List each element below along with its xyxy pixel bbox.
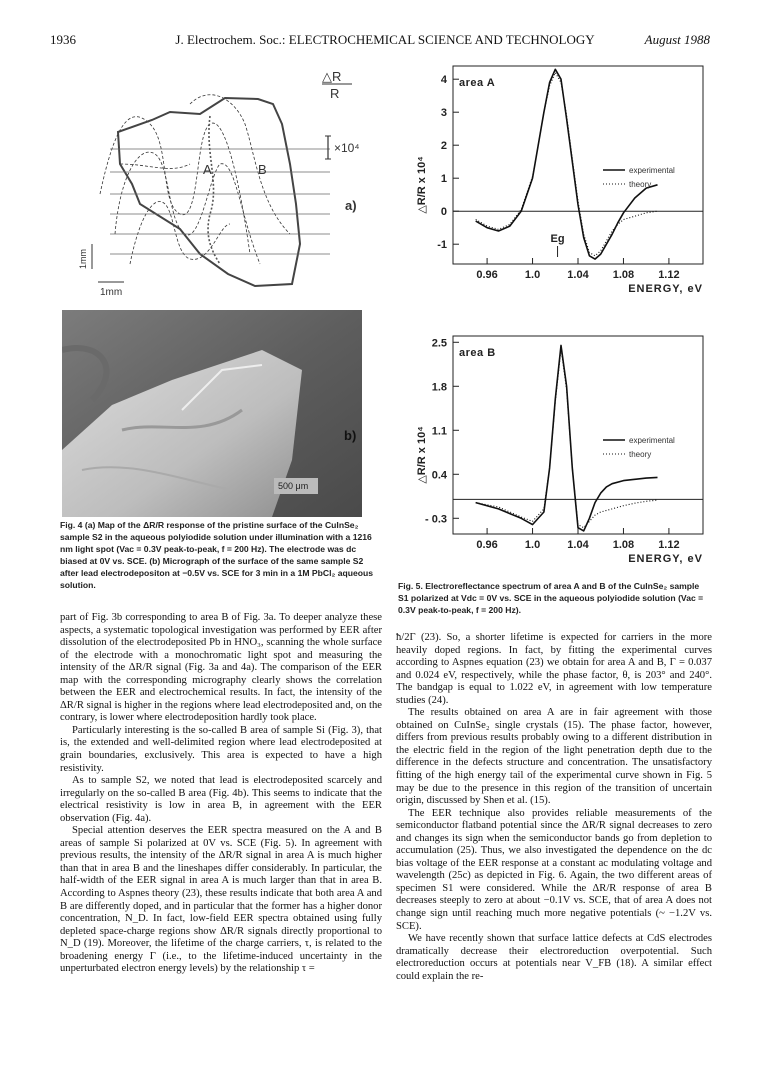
fig5-caption: Fig. 5. Electroreflectance spectrum of area A and B of the CuInSe₂ sample S1 polarized at Vdc = 0V vs. SCE in the aqueous polyiodide solution (Vac = 0.3V peak-to-peak, f = 200 Hz). — [398, 581, 704, 615]
legend-label-experimental: experimental — [629, 166, 675, 175]
chart-title: area B — [459, 347, 496, 359]
sample-outline — [118, 98, 300, 286]
paragraph: We have recently shown that surface lattice defects at CdS electrodes dramatically decrease their electroreduction overpotential. Such electroreduction occurs at potentials near V_FB (18). A similar effect could explain the re- — [396, 933, 712, 982]
paragraph: The results obtained on area A are in fair agreement with those obtained on CuInSe₂ single crystals (15). The phase factor, however, differs from previous results probably owing to a different distribution in the electric field in the region of the light penetration depth due to the difference in the defects structure and concentration. The unsatisfactory fitting of the high energy tail of the experimental curve shown in Fig. 5 may be due to the presence in this region of the transition of uncertain origin, discussed by Shen et al. (15). — [396, 707, 712, 807]
vertical-scale-label: 1mm — [78, 249, 88, 269]
legend-label-theory: theory — [629, 180, 652, 189]
area-b-label: B — [258, 162, 267, 177]
panel-label-a: a) — [345, 198, 357, 213]
y-tick-label: 4 — [440, 74, 447, 87]
page-number: 1936 — [50, 32, 76, 47]
fig4b-micrograph — [62, 310, 362, 517]
issue-date: August 1988 — [644, 32, 710, 47]
panel-label-b: b) — [344, 428, 357, 443]
x-axis-label: ENERGY, eV — [628, 553, 703, 565]
y-tick-label: 1.8 — [431, 381, 447, 394]
delta-r-label: △R — [322, 69, 342, 84]
paragraph: The EER technique also provides reliable measurements of the semiconductor flatband potential since the ΔR/R signal decreases to zero and changes its sign when the semiconductor bands go from depletion to accumulation (25). Thus, we also investigated the dependence on the dc bias voltage of the EER response at a constant ac modulating voltage and wavelength (25c) as depicted in Fig. 6. Again, the two different areas of specimen S1 were considered. While the ΔR/R response of area B decreases steeply to zero at about −0.1V vs. SCE, that of area A does not change sign until reaching much more negative potentials (~ −1.2V vs. SCE). — [396, 807, 712, 932]
y-axis-label: △R/R x 10⁴ — [416, 426, 428, 484]
x-tick-label: 1.12 — [658, 269, 680, 281]
fig5-area-b-chart — [395, 330, 715, 575]
legend-label-experimental: experimental — [629, 436, 675, 445]
r-label: R — [330, 86, 340, 101]
series-line-experimental — [476, 69, 658, 259]
x-tick-label: 1.08 — [612, 269, 635, 281]
x-tick-label: 1.04 — [567, 269, 589, 281]
area-a-label: A — [203, 162, 212, 177]
y-tick-label: 3 — [440, 107, 447, 120]
eg-annotation: Eg — [550, 233, 565, 245]
y-tick-label: 1.1 — [431, 425, 447, 438]
paragraph: part of Fig. 3b corresponding to area B of Fig. 3a. To deeper analyze these aspects, a systematic topological investigation was performed by EER after dissolution of the electrodeposited Pb in HNO₃, scanning the whole surface of the electrode with a monochromatic light spot and measuring the intensity of the ΔR/R signal (Fig. 3a and 4a). The comparison of the EER map with the corresponding micrography clearly shows the correlation between the EER and electrochemical results. In fact, the intensity of the ΔR/R signal is higher in the regions where lead electrodeposited and, on the contrary, is lower where electrodeposition hardly took place. — [60, 612, 382, 724]
x-tick-label: 1.08 — [612, 539, 635, 551]
y-tick-label: 1 — [440, 173, 447, 186]
micrograph-scale-label: 500 μm — [278, 481, 309, 491]
fig4a-map — [60, 64, 365, 306]
y-tick-label: 0.4 — [431, 469, 447, 482]
y-tick-label: -1 — [437, 239, 447, 252]
legend-label-theory: theory — [629, 450, 652, 459]
x-tick-label: 1.0 — [524, 539, 541, 551]
y-tick-label: 2.5 — [431, 337, 447, 350]
level-lines — [110, 149, 330, 254]
journal-title: J. Electrochem. Soc.: ELECTROCHEMICAL SCIENCE AND TECHNOLOGY — [175, 32, 595, 47]
x-axis-label: ENERGY, eV — [628, 283, 703, 295]
scale-label: ×10⁴ — [334, 141, 360, 155]
x-tick-label: 1.04 — [567, 539, 589, 551]
x-tick-label: 0.96 — [476, 269, 498, 281]
paragraph: Particularly interesting is the so-called B area of sample Si (Fig. 3), that is, the extended and well-delimited region where lead electrodeposited at grain boundaries, exclusively. This area is expected to have a high resistivity. — [60, 724, 382, 774]
plot-frame — [453, 336, 703, 534]
horizontal-scale-label: 1mm — [100, 287, 123, 298]
paragraph: ħ/2Γ (23). So, a shorter lifetime is expected for carriers in the more heavily doped regions. In fact, by fitting the experimental curves according to Aspnes equation (23) we obtain for area A and B, Γ = 0.037 and 0.024 eV, respectively, while the phase factor, θ, is 203° and 240°. The bandgap is equal to 1.022 eV, in agreement with low temperature studies (24). — [396, 632, 712, 706]
x-tick-label: 0.96 — [476, 539, 498, 551]
fig5-area-a-chart — [395, 60, 715, 305]
x-tick-label: 1.12 — [658, 539, 680, 551]
fig4-caption: Fig. 4 (a) Map of the ΔR/R response of the pristine surface of the CuInSe₂ sample S2 in the aqueous polyiodide solution under illumination with a 1216 nm light spot (Vac = 0.3V peak-to-peak, f = 200 Hz). The electrode was dc biased at 0V vs. SCE. (b) Micrograph of the surface of the same sample S2 after lead electrodepositon at −0.5V vs. SCE for 3 min in a 1M PbCl₂ aqueous solution. — [60, 520, 374, 590]
chart-title: area A — [459, 77, 496, 89]
x-tick-label: 1.0 — [524, 269, 541, 281]
y-tick-label: - 0.3 — [424, 513, 447, 526]
y-tick-label: 0 — [440, 206, 447, 219]
right-column — [396, 632, 712, 983]
running-header — [50, 32, 710, 52]
left-column — [60, 612, 382, 976]
paragraph: As to sample S2, we noted that lead is electrodeposited scarcely and irregularly on the so-called B area (Fig. 4b). This seems to indicate that the electrical resistivity is low in area B, in agreement with the EER observation (Fig. 4a). — [60, 775, 382, 824]
paragraph: Special attention deserves the EER spectra measured on the A and B areas of sample Si polarized at 0V vs. SCE (Fig. 5). In agreement with previous results, the intensity of the ΔR/R signal in area A is much higher than that in area B and the lineshapes differ considerably. In particular, the half-width of the EER signal in area A is much larger than that in area B. According to Aspnes theory (23), these results indicate that both area A and B are differently doped, and in particular that the former has a higher donor concentration, N_D. In fact, low-field EER spectra obtained using fully depleted space-charge regions show ΔR/R signals directly proportional to N_D (19). Moreover, the lifetime of the charge carriers, τ, is related to the broadening energy Γ (i.e., to the lifetime-induced uncertainty in the unperturbated electron energy levels) by the relationship τ = — [60, 825, 382, 975]
y-axis-label: △R/R x 10⁴ — [416, 156, 428, 214]
plot-frame — [453, 66, 703, 264]
y-tick-label: 2 — [440, 140, 447, 153]
